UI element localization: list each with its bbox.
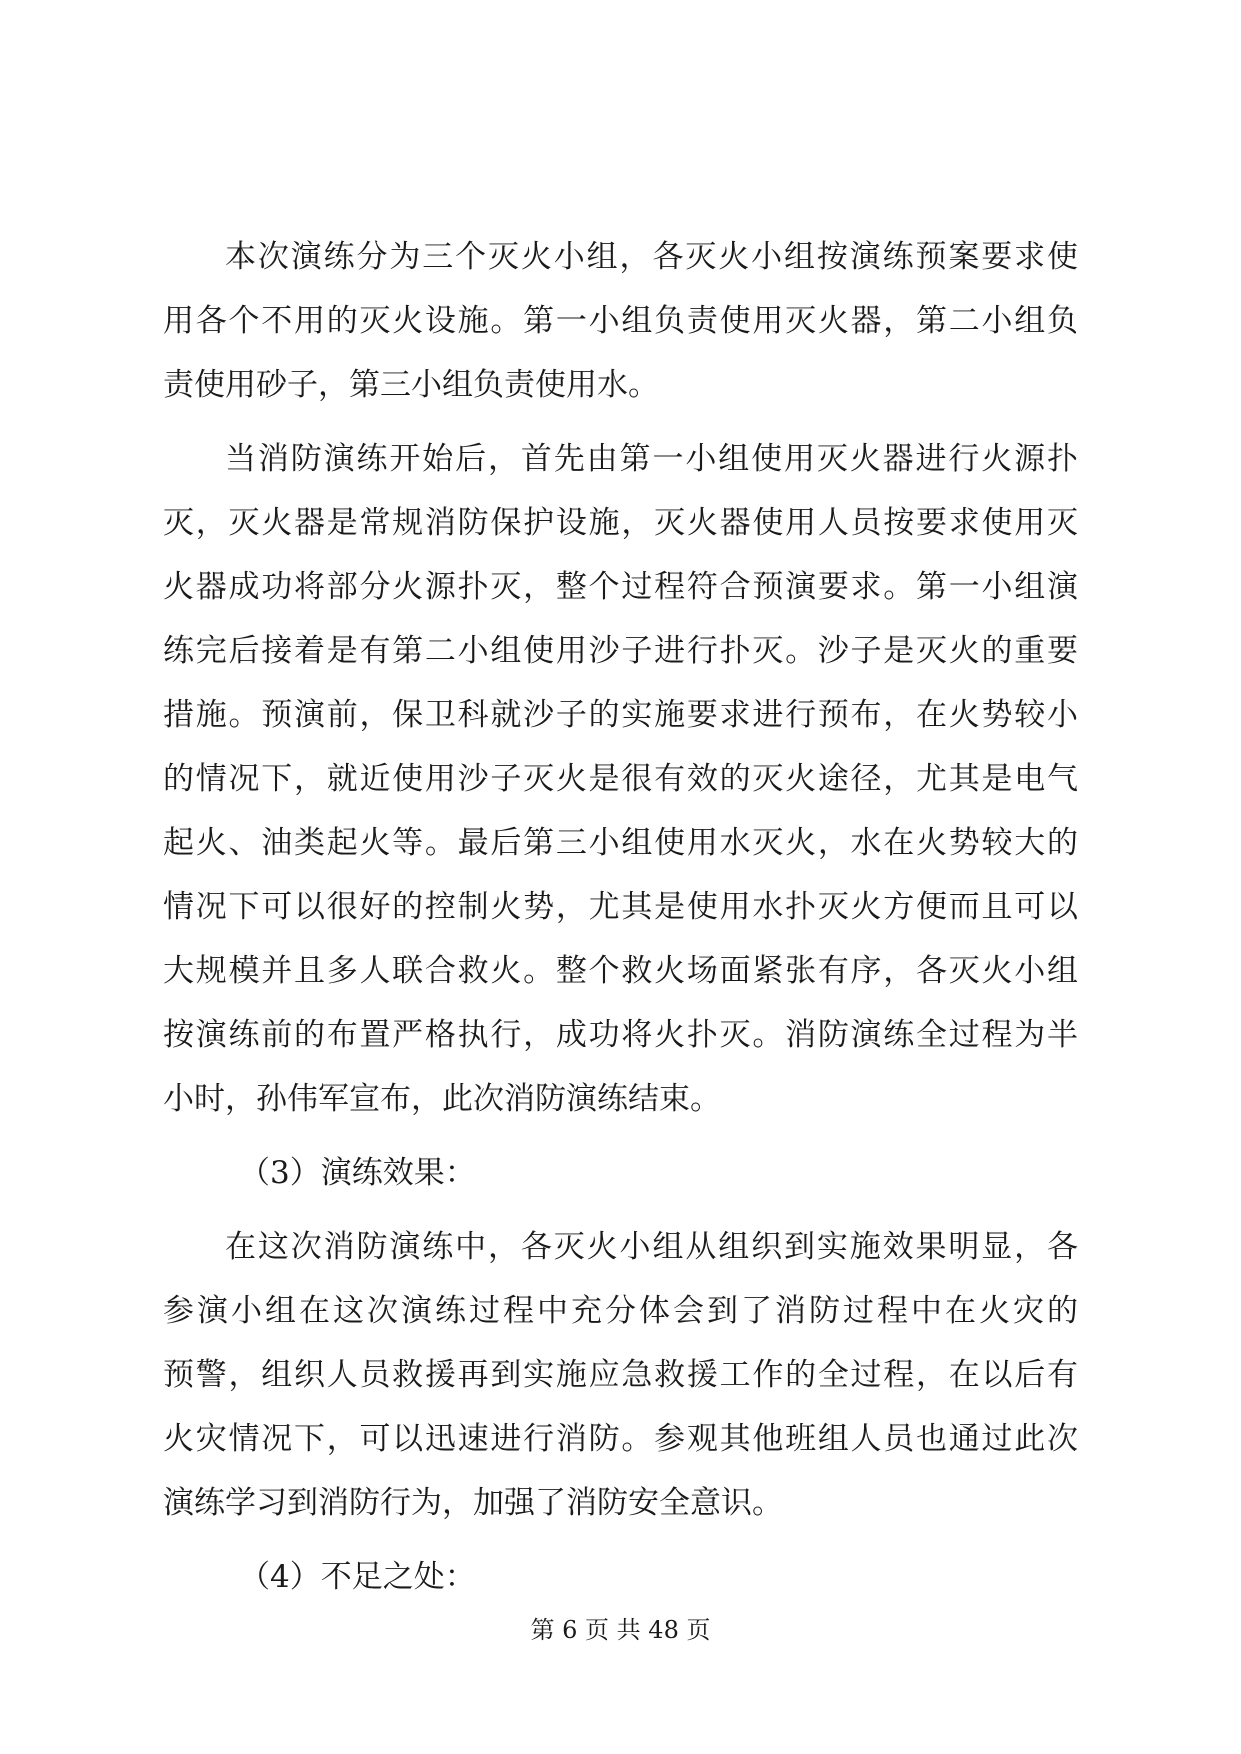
- text-line: 火灾情况下，可以迅速进行消防。参观其他班组人员也通过此次: [163, 1421, 1078, 1457]
- text-line: 当消防演练开始后，首先由第一小组使用灭火器进行火源扑: [225, 441, 1078, 477]
- text-line: 按演练前的布置严格执行，成功将火扑灭。消防演练全过程为半: [163, 1017, 1078, 1053]
- text-line: 责使用砂子，第三小组负责使用水。: [163, 367, 659, 403]
- text-line: 演练学习到消防行为，加强了消防安全意识。: [163, 1485, 783, 1521]
- page-footer: 第 6 页 共 48 页: [530, 1616, 711, 1644]
- text-line: 的情况下，就近使用沙子灭火是很有效的灭火途径，尤其是电气: [163, 761, 1078, 797]
- text-line: 本次演练分为三个灭火小组，各灭火小组按演练预案要求使: [225, 239, 1078, 275]
- text-line: 在这次消防演练中，各灭火小组从组织到实施效果明显，各: [225, 1229, 1078, 1265]
- text-line: 小时，孙伟军宣布，此次消防演练结束。: [163, 1081, 721, 1117]
- text-line: 措施。预演前，保卫科就沙子的实施要求进行预布，在火势较小: [163, 697, 1078, 733]
- text-line: 情况下可以很好的控制火势，尤其是使用水扑灭火方便而且可以: [163, 889, 1078, 925]
- text-line: 练完后接着是有第二小组使用沙子进行扑灭。沙子是灭火的重要: [163, 633, 1078, 669]
- paragraph: [163, 427, 1078, 1131]
- text-line: 灭，灭火器是常规消防保护设施，灭火器使用人员按要求使用灭: [163, 505, 1078, 541]
- text-line: 用各个不用的灭火设施。第一小组负责使用灭火器，第二小组负: [163, 303, 1078, 339]
- text-line: （3）演练效果：: [239, 1155, 476, 1191]
- text-line: 火器成功将部分火源扑灭，整个过程符合预演要求。第一小组演: [163, 569, 1078, 605]
- text-line: 大规模并且多人联合救火。整个救火场面紧张有序，各灭火小组: [163, 953, 1078, 989]
- text-line: 预警，组织人员救援再到实施应急救援工作的全过程，在以后有: [163, 1357, 1078, 1393]
- section-heading: [163, 1141, 1078, 1205]
- paragraph: [163, 225, 1078, 417]
- text-line: （4）不足之处：: [239, 1559, 476, 1595]
- document-body: [163, 225, 1078, 1609]
- section-heading: [163, 1545, 1078, 1609]
- text-line: 参演小组在这次演练过程中充分体会到了消防过程中在火灾的: [163, 1293, 1078, 1329]
- text-line: 起火、油类起火等。最后第三小组使用水灭火，水在火势较大的: [163, 825, 1078, 861]
- paragraph: [163, 1215, 1078, 1535]
